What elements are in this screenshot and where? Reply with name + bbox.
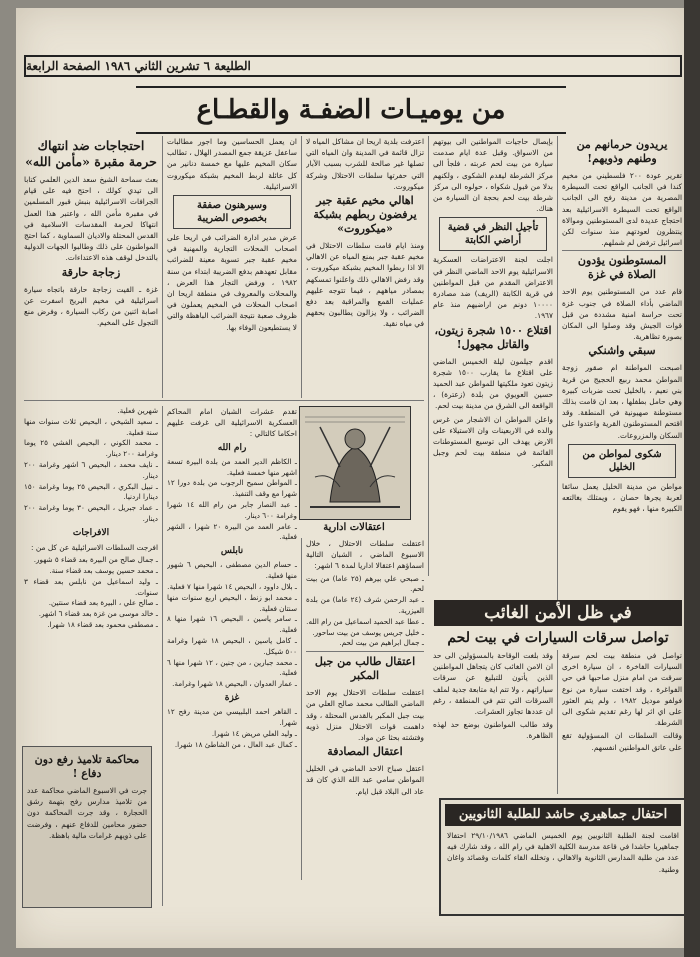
col2-p3: اقدم جيلمون ليلة الخميس الماضي على اقتلاع ما يقارب ١٥٠٠ شجرة زيتون تعود ملكيتها للمواطن عبد الحميد حسين العويوي من بلدة (زعترة) ، الواقعة الى الشرق من مدينة بيت لحم.	[433, 356, 553, 411]
col4b-item: ـ عبد النصار جابر من رام الله ١٤ شهرا وغرامة ٦٠٠ دينار.	[167, 500, 297, 520]
col1-p2: قام عدد من المستوطنين يوم الاحد الماضي بأداء الصلاة في جنوب غزة تحت حراسة امنية مشددة من قبل قوات الجيش وقد وصلوا الى المكان بصورة تظاهرية.	[562, 287, 682, 342]
col4b-item: ـ محمد ابو زنط ، البحيص اربع سنوات منها سنتان فعلية.	[167, 592, 297, 613]
col4b-item: ـ محمد جبارين ، من جنين ، ١٢ شهرا منها ٦ فعلية.	[167, 657, 297, 678]
col3b-item: ـ عطا عبد الحميد اسماعيل من رام الله.	[306, 616, 424, 626]
col4b-p1: تقدم عشرات الشبان امام المحاكم العسكرية الاسرائيلية الى غرفت عليهم احكاما كالتالي :	[167, 407, 297, 439]
col2-head3: اقتلاع ١٥٠٠ شجرة زيتون، والقاتل مجهول!	[434, 323, 552, 351]
shaded-box-content	[27, 751, 147, 903]
col5b-item: ـ عماد جبريل ، البحيص ٣٠ يوما وغرامة ٢٠٠ دينار.	[24, 503, 158, 523]
col4b-item: ـ بلال داوود ، البحيص ١٤ شهرا منها ٧ فعلية.	[167, 581, 297, 591]
student-event-body	[447, 830, 679, 910]
col3b-item: ـ عبد الرحمن شرف (٢٤ عاما) من بلدة العيزرية.	[306, 595, 424, 615]
col4b-item: ـ وليد العلي مريض ١٤ شهرا.	[211, 728, 297, 738]
column-5b	[24, 406, 158, 736]
col5-p1: بعث سماحة الشيخ سعد الدين العلمي كتابا الى تيدي كولك ، احتج فيه على قيام الجرافات الاسرائيلية بنبش قبور المسلمين في مقبرة مأمن الله ، واعتبر هذا العمل انتهاكا لحرمة المقدسات الاسلامية في القدس المحتلة والاديان السماوية ، كما احتج المواطنون على ذلك وطالبوا الجهات الدولية بالتدخل لوقف هذه الاعتداءات.	[24, 175, 158, 263]
col2-p2: اجلت لجنة الاعتراضات العسكرية الاسرائيلية يوم الاحد الماضي النظر في الاعتراض المقدم من قبل المواطنين في قرية الكابتة (الريف) ضد مصادرة ١٠٠٠٠ دونم من اراضيهم منذ عام ١٩٦٧.	[433, 255, 553, 321]
col2-box1: تأجيل النظر في قضية أراضي الكابتة	[439, 217, 547, 251]
shaded-box	[22, 746, 152, 908]
col1-head3: سبقي واشنكي	[588, 344, 656, 358]
col2-p4: واعلن المواطن ان الاشجار من غرس والده في الاربعينات وان الاستيلاء على الارض يهدف الى توسيع المستوطنات القائمة في منطقة بيت لحم وجبل المكبر.	[433, 414, 553, 469]
column-3	[306, 136, 424, 398]
col3b-p2: اعتقلت سلطات الاحتلال يوم الاحد الماضي الطالب محمد صالح العلي من بيت جبل المكبر بالقدس المحتلة ، وقد داهمت قوات الاحتلال منزل ذويه وفتشته بحثا عن مواد.	[306, 688, 424, 742]
col5-p2: غزة ـ القيت زجاجة حارقة باتجاه سيارة اسرائيلية في مخيم البريج اسفرت عن اصابة اثنين من ركاب السيارة ، وفرض منع التجول على المخيم.	[24, 284, 158, 328]
col2c-p2: وقد طالب المواطنون بوضع حد لهذه الظاهرة.	[433, 720, 553, 741]
binding-edge	[684, 0, 700, 957]
col5b-item: ـ نايف محمد ، البحيص ٦ اشهر وغرامة ٢٠٠ دينار.	[24, 459, 158, 480]
col1-head2: المستوطنون يؤدون الصلاة في غزة	[562, 250, 682, 282]
rule	[162, 136, 163, 398]
col5b-item: ـ جمال صالح من البيرة بعد قضاء ٥ شهور.	[33, 555, 158, 565]
col4b-item: ـ القاهر احمد البلبيسي من مدينة رفح ١٢ شهرا.	[167, 707, 297, 727]
security-subtitle: تواصل سرقات السيارات في بيت لحم	[447, 630, 669, 646]
col5b-item: ـ محمد الكوني ، البحيص الغشي ٢٥ يوما وغرامة ٢٠٠ دينار.	[24, 438, 158, 459]
student-event-title: احتفال جماهيري حاشد للطلبة الثانويين	[445, 804, 681, 826]
col5b-item: ـ خالد موسى من غزة بعد قضاء ٦ اشهر.	[38, 609, 158, 619]
col3b-head2: اعتقال طالب من جبل المكبر	[306, 651, 424, 683]
col4-box1: وسيرهنون صفقة بخصوص الضريبة	[173, 195, 291, 229]
section-banner	[136, 86, 566, 134]
col4b-item: ـ عمار العدوان ، البحيص ١٨ شهرا وغرامة.	[172, 679, 297, 689]
col5-head1: احتجاجات ضد انتهاك حرمة مقبرة «مأمن الله»	[25, 138, 157, 169]
col5b-item: ـ سعيد الشيخي ، البحيص ثلاث سنوات منها سنة فعلية.	[24, 416, 158, 437]
col5b-item: ـ محمد حسين يوسف بعد قضاء سنة.	[49, 565, 158, 575]
col4b-item: ـ سامر ياسين ، البحيص ١٦ شهرا منها ٨ فعلية.	[167, 614, 297, 635]
banner-title: من يوميـات الضفـة والقطـاع	[196, 95, 506, 125]
col5b-item: ـ مصطفى محمود بعد قضاء ١٨ شهرا.	[47, 619, 158, 629]
student-event-text: اقامت لجنة الطلبة الثانويين يوم الخميس الماضي ٢٩/١٠/١٩٨٦ احتفالا جماهيريا حاشدا في قاعة مدرسة الكلية الاهلية في رام الله ، وقد شارك فيه عدد من طلبة المدارس الثانوية والاهالي ، وتخلله القاء كلمات وقصائد واغان وطنية.	[447, 831, 679, 874]
col1c-p2: وقالت السلطات ان المسؤولية تقع على عاتق المواطنين انفسهم.	[562, 731, 682, 752]
col4b-item: ـ عامر العمد من البيرة ٢٠ شهرا ، الشهر فعلية.	[167, 521, 297, 542]
col1-p3: اصبحت المواطنة ام صقور زوجة المواطن محمد ربيع الحجيج من قرية بني نعيم ، بالخليل تحت ضربات كبيرة وهي حامل بطفلها ، بعد ان قامت بذلك مستوطنة صهيونية في المنطقة. وقد اقتحم المستوطنون القرية واعتدوا على السكان والمزروعات.	[562, 363, 682, 440]
col5b-item: ـ صالح علي ، البيرة بعد قضاء سنتين.	[48, 598, 158, 608]
col3b-p3: اعتقل صباح الاحد الماضي في الخليل المواطن سامي عبد الله الذي كان قد عاد الى البلاد قبل ايام.	[306, 764, 424, 796]
col5b-item: ـ نبيل البكري ، البحيص ٢٥ يوما وغرامة ١٥٠ دينارا اردنيا.	[24, 481, 158, 502]
col4b-head2: نابلس	[220, 546, 244, 557]
column-4	[167, 136, 297, 398]
student-event-box	[439, 798, 687, 916]
illustration	[299, 406, 411, 520]
col4b-item: ـ المواطن سميح الرجوب من بلدة دورا ١٢ شهرا مع وقف التنفيذ.	[167, 478, 297, 499]
col3b-head3: اعتقال المصادفة	[327, 745, 403, 759]
col4b-head3: غزة	[224, 692, 240, 703]
column-2	[433, 136, 553, 576]
col3-p1: اعترفت بلدية اريحا ان مشاكل المياه لا تزال قائمة في المدينة وان المياه التي تصلها غير صالحة للشرب بسبب الآبار التي حفرتها سلطات الاحتلال وشركة ميكوروت.	[306, 137, 424, 191]
col5b-head1: الافراجات	[72, 527, 110, 538]
column-2c	[433, 650, 553, 794]
rule	[162, 406, 163, 906]
column-1c	[562, 650, 682, 794]
page-header	[24, 55, 682, 77]
rule	[301, 136, 302, 398]
col3b-item: ـ خليل جريس يوسف من بيت ساحور.	[312, 627, 424, 637]
col4b-head1: رام الله	[217, 442, 247, 453]
column-3b	[306, 538, 424, 880]
col4b-item: ـ كمال عبد العال ، من الشاطئ ١٨ شهرا.	[174, 739, 297, 749]
column-5	[24, 136, 158, 398]
illustration-caption: اعتقالات ادارية	[323, 522, 385, 533]
rule	[557, 650, 558, 794]
col1-head1: يريدون حرمانهم من وطنهم وذويهم!	[576, 138, 668, 165]
rule	[24, 400, 424, 401]
col1c-p1: تواصل في منطقة بيت لحم سرقة السيارات الفاخرة ، ان سيارة اخرى سرقت من امام منزل صاحبها في حي الفواغرة ، وقد اختفت سيارة من نوع فولفو موديل ١٩٨٢ ، ولم يتم العثور على اي اثر لها رغم تقديم شكوى الى الشرطة.	[562, 651, 682, 728]
column-4b	[167, 406, 297, 884]
newspaper-page	[16, 8, 690, 948]
rule	[301, 538, 302, 880]
col4-p2: عرض مدير ادارة الضرائب في اريحا على اصحاب المحلات التجارية والمهنية في مخيم عقبة جبر تسوية معينة للضرائب مقابل تعهدهم بدفع الضريبة ابتداء من سنة ١٩٨٢ ، ورفض التجار هذا العرض ، والمحلات والمعروف في منطقة اريحا ان اصحاب المحلات في المخيم يعملون في ظروف صعبة نتيجة الضرائب الباهظة والتي لا يستطيعون الوفاء بها.	[167, 233, 297, 332]
col4b-item: ـ حسام الدين مصطفى ، البحيص ٦ شهور منها فعلية.	[167, 560, 297, 581]
col3b-item: ـ جمال ابراهيم من بيت لحم.	[339, 638, 424, 648]
col4-p1: ان يعمل الحساسين وما اجور مطالبات ساعفل عزيقة جمع المصدر الهلال ، تطالب سكان المخيم عليها مع خمسة دنانير من كل عائلة لربط المخيم بشبكة ميكوروت الاسرائيلية.	[167, 137, 297, 191]
header-text: الطليعة ٦ تشرين الثاني ١٩٨٦ الصفحة الرابعة	[26, 59, 251, 73]
col2-p1: بإيصال حاجيات المواطنين الى بيوتهم من الاسواق. وقبل عدة ايام صدمت سيارة من بيت لحم عربته ، فلجأ الى مركز الشرطة ليقدم الشكوى ، ولكنهم بدلا من قبول شكواه ، حولوه الى مركز شرطة بيت لحم بحجة ان السيارة من هناك.	[433, 137, 553, 214]
rule	[428, 136, 429, 576]
col5b-item: شهرين فعلية.	[117, 406, 158, 415]
col1-p1: تقرير عودة ٢٠٠ فلسطيني من مخيم كندا في الجانب الواقع تحت السيطرة المصرية من مدينة رفح الى الجانب الواقع تحت السيطرة الاسرائيلية بعد احتجاج عديدة لدى المستوطنين وموالاة ينتظرون لعودتهم منذ سنوات لكن اسرائيل ترفض لم شملهم.	[562, 171, 682, 248]
col5b-item: ـ وليد اسماعيل من نابلس بعد قضاء ٣ سنوات.	[24, 576, 158, 597]
col3b-item: ـ صبحي علي بيرهم (٢٥ عاما) من بيت لحم.	[306, 573, 424, 594]
col5b-boxp: جرت في الاسبوع الماضي محاكمة عدد من تلاميذ مدارس رفح بتهمة رشق الحجارة ، وقد جرت المحاكمة دون حضور محامين للدفاع عنهم ، وفرضت على ذويهم غرامات مالية باهظة.	[27, 786, 147, 840]
col1-p4: مواطن من مدينة الخليل يعمل سائقا لعربة يجرها حصان ، ويمتلك بغالتعه الكبيرة منها ، فهو يقوم	[562, 481, 682, 514]
col4b-item: ـ الكاظم الدير العمد من بلدة البيرة تسعة اشهر منها خمسة فعلية.	[167, 456, 297, 477]
col3-head1: اهالي مخيم عقبة جبر يرفضون ربطهم بشبكة «ميكوروت»	[313, 194, 417, 236]
col5-head2: زجاجة حارقة	[61, 265, 121, 279]
col3b-p1: اعتقلت سلطات الاحتلال ، خلال الاسبوع الماضي ، الشبان التالية اسماؤهم اعتقالا اداريا لمدة ٦ اشهر:	[306, 539, 424, 571]
col2c-p1: وقد بلغت الوقاحة بالمسؤولين الى حد ان الامن الغائب كان يتجاهل المواطنين الذين يأتون للتبليغ عن سرقات سياراتهم ، ولا تتم اية متابعة جدية لملف السرقات التي تتم في المنطقة ، رغم ان عددها تجاوز العشرات.	[433, 651, 553, 717]
column-1	[562, 136, 682, 600]
col4b-item: ـ كامل ياسين ، البحيص ١٨ شهرا وغرامة ٥٠٠ شيكل.	[167, 635, 297, 656]
col5b-boxhead: محاكمة تلاميذ رفع دون دفاع !	[34, 753, 140, 780]
sketch-illustration	[300, 407, 410, 519]
rule	[557, 136, 558, 600]
security-banner: في ظل الأمن الغائب	[434, 600, 682, 626]
col5b-p1: افرجت السلطات الاسرائيلية عن كل من :	[31, 542, 158, 552]
col1-head4: شكوى لمواطن من الخليل	[568, 444, 676, 478]
col3-p2: ومنذ ايام قامت سلطات الاحتلال في مخيم عقبة جبر بمنع المياه عن الاهالي الا اذا ربطوا المخيم بشبكة ميكوروت ، وقد رفض الاهالي ذلك واعلنوا تمسكهم بمصادر مياههم ، فيما تتوجه عليهم عمليات القمع والمراقبة بعد دفع الضرائب ، ولا يزالون يطالبون بحقهم في مياه نقية.	[306, 241, 424, 329]
